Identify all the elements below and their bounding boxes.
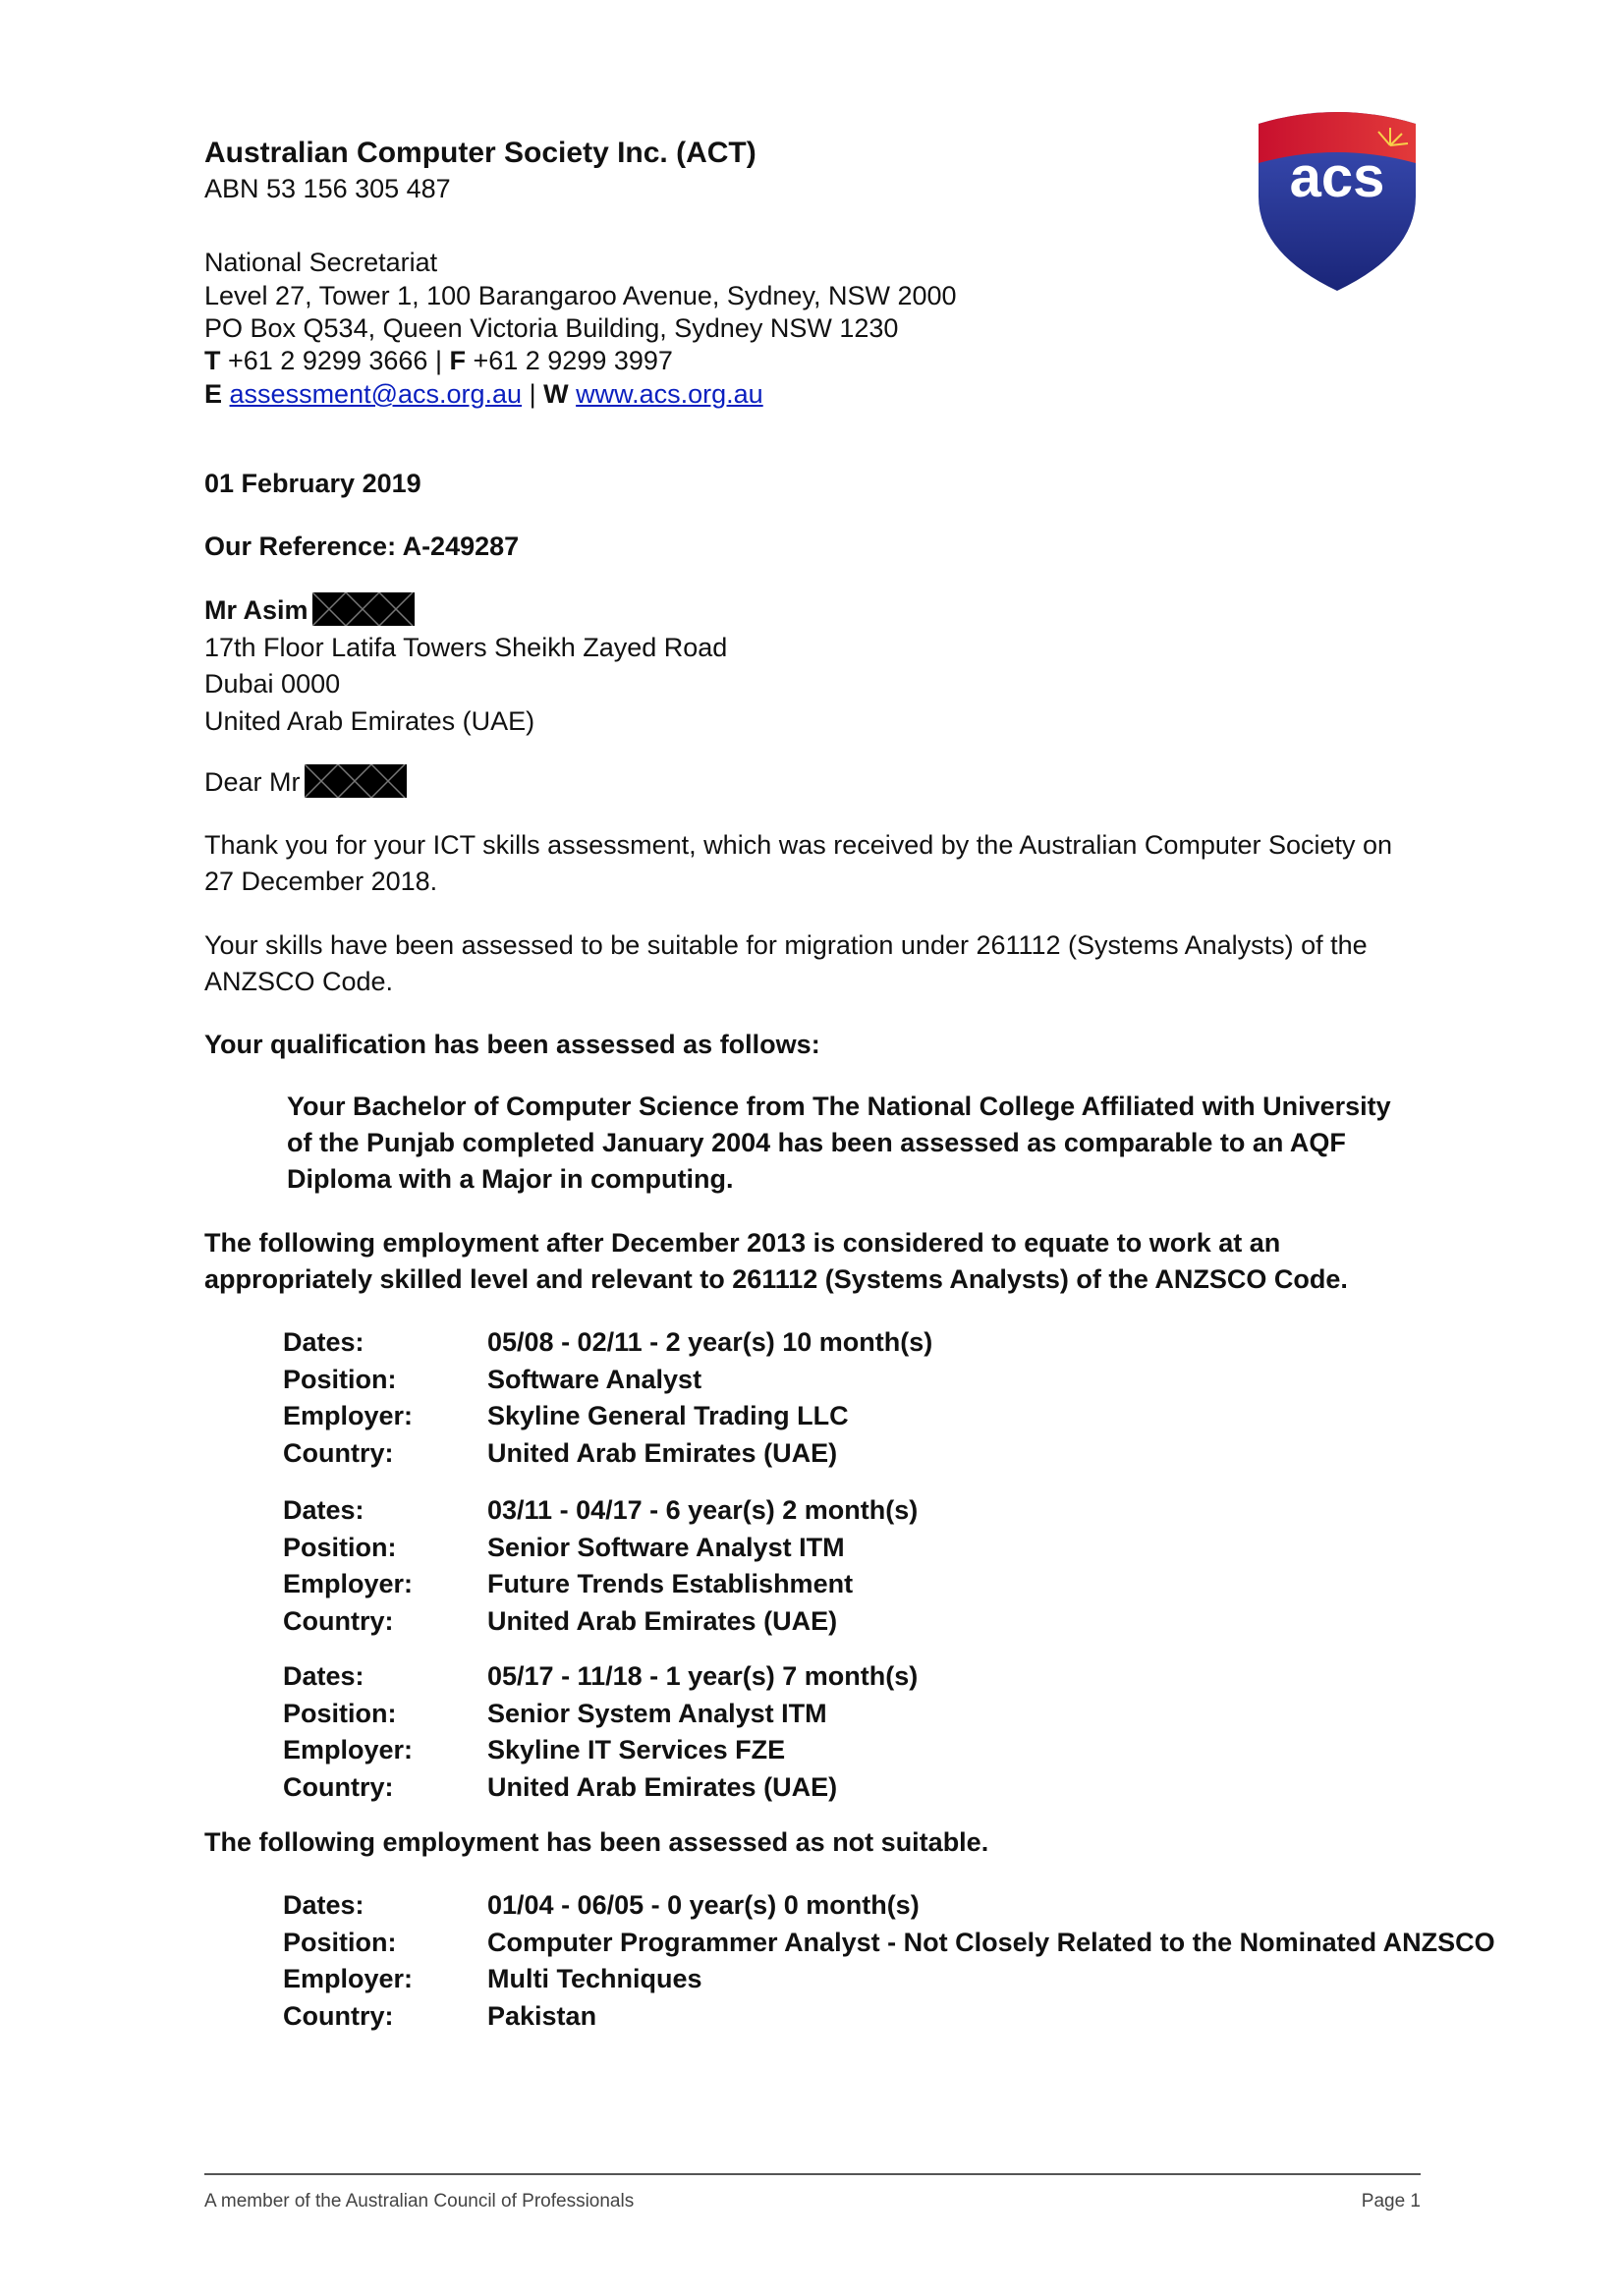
position-label: Position: [283, 1364, 397, 1394]
employment-dates: 05/17 - 11/18 - 1 year(s) 7 month(s) [487, 1661, 919, 1691]
footer-divider [204, 2173, 1421, 2175]
office-name: National Secretariat [204, 248, 438, 277]
employment-position: Senior System Analyst ITM [487, 1698, 827, 1728]
dates-label: Dates: [283, 1890, 364, 1920]
qualification-text: Your Bachelor of Computer Science from The National College Affiliated with University of the Punjab completed January 2004 has been assessed as comparable to an AQF Diploma with a Major in computing. [287, 1092, 1391, 1194]
phone-fax-line [204, 343, 673, 379]
acs-shield-icon [1253, 106, 1422, 293]
assessment-paragraph: Your skills have been assessed to be suitable for migration under 261112 (Systems Analysts) of the ANZSCO Code. [204, 930, 1368, 996]
email-label: E [204, 379, 223, 409]
footer-left-text: A member of the Australian Council of Professionals [204, 2191, 635, 2212]
employment-dates: 05/08 - 02/11 - 2 year(s) 10 month(s) [487, 1327, 933, 1357]
recipient-name-line [204, 592, 415, 629]
acs-logo [1253, 106, 1422, 293]
abn: ABN 53 156 305 487 [204, 174, 451, 203]
intro-paragraph: Thank you for your ICT skills assessment, which was received by the Australian Computer Society on 27 December 2018. [204, 830, 1393, 896]
contact-line [204, 376, 763, 413]
employer-label: Employer: [283, 1964, 414, 1993]
dates-label: Dates: [283, 1327, 364, 1357]
employment-country: United Arab Emirates (UAE) [487, 1771, 838, 1802]
country-label: Country: [283, 1771, 394, 1802]
employment-record-not-suitable [283, 1887, 1590, 2035]
web-label: W [543, 379, 569, 409]
employment-country: United Arab Emirates (UAE) [487, 1605, 838, 1636]
qualification-heading: Your qualification has been assessed as follows: [204, 1030, 820, 1059]
employer-label: Employer: [283, 1569, 414, 1598]
position-label: Position: [283, 1532, 397, 1562]
logo-text: acs [1289, 145, 1385, 209]
country-label: Country: [283, 2000, 394, 2031]
employer-label: Employer: [283, 1735, 414, 1764]
redaction-box [312, 592, 415, 626]
employment-country: United Arab Emirates (UAE) [487, 1437, 838, 1468]
employment-position: Software Analyst [487, 1364, 702, 1394]
org-name: Australian Computer Society Inc. (ACT) [204, 137, 756, 169]
employer-label: Employer: [283, 1401, 414, 1430]
employment-employer: Future Trends Establishment [487, 1569, 854, 1598]
employment-record [283, 1492, 1590, 1640]
suitable-employment-heading: The following employment after December 2013 is considered to equate to work at an appropriately skilled level and relevant to 261112 (Systems Analysts) of the ANZSCO Code. [204, 1228, 1348, 1294]
employment-dates: 01/04 - 06/05 - 0 year(s) 0 month(s) [487, 1890, 920, 1920]
employment-employer: Skyline IT Services FZE [487, 1735, 786, 1764]
recipient-address-line: Dubai 0000 [204, 669, 341, 699]
salutation: Dear Mr [204, 767, 301, 797]
contact-separator: | [522, 379, 544, 409]
employment-position: Computer Programmer Analyst - Not Closely Related to the Nominated ANZSCO [487, 1927, 1495, 1957]
phone-number: +61 2 9299 3666 | [220, 346, 450, 375]
address-line-1: Level 27, Tower 1, 100 Barangaroo Avenue, Sydney, NSW 2000 [204, 281, 957, 310]
employment-record [283, 1324, 1590, 1472]
employment-employer: Skyline General Trading LLC [487, 1401, 849, 1430]
letter-date: 01 February 2019 [204, 469, 421, 498]
website-link[interactable]: www.acs.org.au [576, 379, 763, 409]
dates-label: Dates: [283, 1495, 364, 1525]
page-number: Page 1 [1361, 2191, 1421, 2212]
not-suitable-heading: The following employment has been assessed as not suitable. [204, 1827, 989, 1857]
fax-label: F [449, 346, 466, 375]
recipient-name: Mr Asim [204, 595, 308, 625]
dates-label: Dates: [283, 1661, 364, 1691]
email-link[interactable]: assessment@acs.org.au [229, 379, 523, 409]
salutation-line [204, 764, 407, 801]
address-line-2: PO Box Q534, Queen Victoria Building, Sydney NSW 1230 [204, 313, 899, 343]
employment-record [283, 1658, 1590, 1806]
country-label: Country: [283, 1605, 394, 1636]
employment-position: Senior Software Analyst ITM [487, 1532, 845, 1562]
phone-label: T [204, 346, 221, 375]
country-label: Country: [283, 1437, 394, 1468]
recipient-address-line: 17th Floor Latifa Towers Sheikh Zayed Road [204, 633, 728, 662]
employment-employer: Multi Techniques [487, 1964, 702, 1993]
position-label: Position: [283, 1927, 397, 1957]
employment-country: Pakistan [487, 2000, 597, 2031]
reference-number: Our Reference: A-249287 [204, 532, 520, 561]
recipient-address-line: United Arab Emirates (UAE) [204, 706, 535, 736]
position-label: Position: [283, 1698, 397, 1728]
fax-number: +61 2 9299 3997 [465, 346, 673, 375]
redaction-box [305, 764, 407, 798]
employment-dates: 03/11 - 04/17 - 6 year(s) 2 month(s) [487, 1495, 919, 1525]
